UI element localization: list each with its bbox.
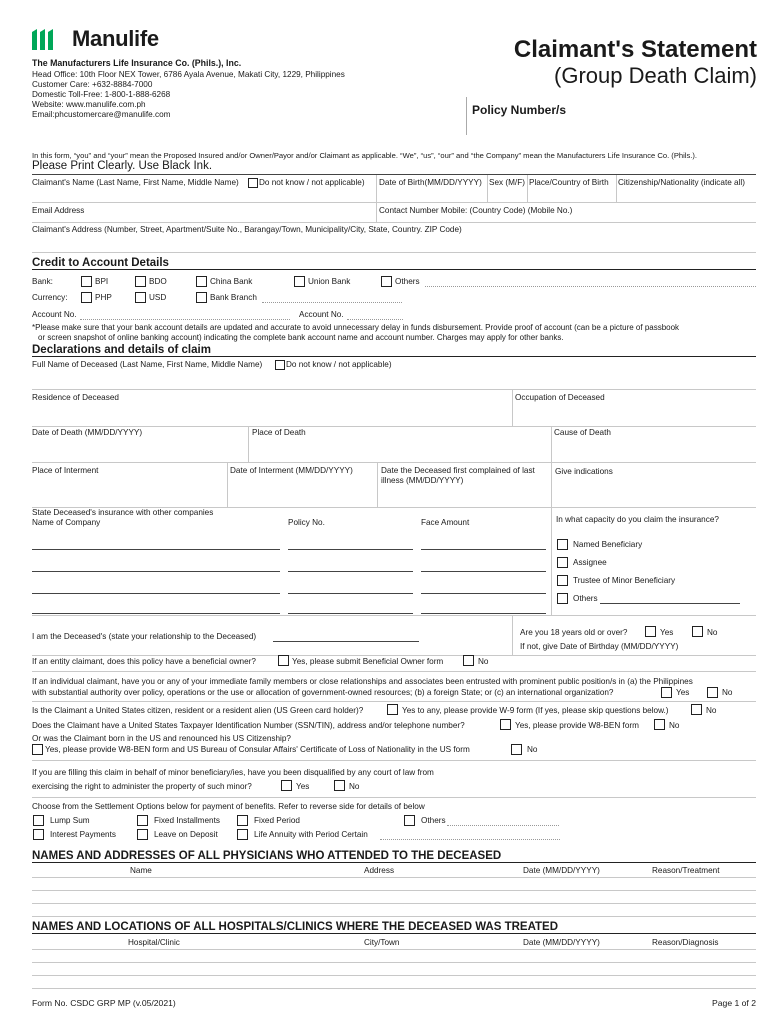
entity-yes-checkbox[interactable] [278, 655, 289, 666]
bank-others-checkbox[interactable] [381, 276, 392, 287]
hospitals-heading: NAMES AND LOCATIONS OF ALL HOSPITALS/CLINICS WHERE THE DECEASED WAS TREATED [32, 921, 756, 934]
occupation-label: Occupation of Deceased [515, 393, 605, 402]
named-beneficiary-label: Named Beneficiary [573, 540, 643, 549]
relationship-label: I am the Deceased's (state your relationship to the Deceased) [32, 632, 257, 641]
currency-usd-label: USD [149, 293, 167, 302]
leave-on-deposit-label: Leave on Deposit [154, 830, 218, 839]
form-subtitle: (Group Death Claim) [554, 63, 757, 88]
us-citizen-yes-checkbox[interactable] [387, 704, 398, 715]
us-citizen-no-label: No [706, 706, 717, 715]
place-of-birth-label: Place/Country of Birth [529, 178, 609, 187]
bank-chinabank-label: China Bank [210, 277, 253, 286]
physicians-col-date: Date (MM/DD/YYYY) [523, 866, 600, 875]
interest-payments-checkbox[interactable] [33, 829, 44, 840]
settlement-prompt: Choose from the Settlement Options below for payment of benefits. Refer to reverse side for details of below [32, 802, 425, 811]
bank-chinabank-checkbox[interactable] [196, 276, 207, 287]
policy-number-input[interactable] [578, 100, 756, 130]
deceased-dont-know-checkbox[interactable] [275, 360, 285, 370]
age-no-label: No [707, 628, 718, 637]
hospitals-col-city: City/Town [364, 938, 400, 947]
age-yes-label: Yes [660, 628, 674, 637]
manulife-logo-icon [32, 28, 56, 50]
hospitals-col-reason: Reason/Diagnosis [652, 938, 719, 947]
bank-bpi-checkbox[interactable] [81, 276, 92, 287]
bank-unionbank-checkbox[interactable] [294, 276, 305, 287]
settlement-others-checkbox[interactable] [404, 815, 415, 826]
bank-bdo-checkbox[interactable] [135, 276, 146, 287]
entity-yes-label: Yes, please submit Beneficial Owner form [292, 657, 444, 666]
page-number: Page 1 of 2 [712, 998, 756, 1008]
lump-sum-checkbox[interactable] [33, 815, 44, 826]
claimant-dont-know-label: Do not know / not applicable) [259, 178, 365, 187]
pep-question-1: If an individual claimant, have you or any of your immediate family members or close relationships and associates been entrusted with prominent public position/s in (a) the Philippines [32, 677, 693, 686]
fixed-period-checkbox[interactable] [237, 815, 248, 826]
entity-no-label: No [478, 657, 489, 666]
age-question: Are you 18 years old or over? [520, 628, 628, 637]
leave-on-deposit-checkbox[interactable] [137, 829, 148, 840]
capacity-question: In what capacity do you claim the insurance? [556, 515, 719, 524]
first-complained-label-1: Date the Deceased first complained of last [381, 466, 535, 475]
place-of-interment-label: Place of Interment [32, 466, 99, 475]
bank-branch-label: Bank Branch [210, 293, 257, 302]
claimant-dont-know-checkbox[interactable] [248, 178, 258, 188]
email-address-label: Email Address [32, 206, 85, 215]
fixed-installments-label: Fixed Installments [154, 816, 220, 825]
fixed-installments-checkbox[interactable] [137, 815, 148, 826]
contact-number-label: Contact Number Mobile: (Country Code) (Mobile No.) [379, 206, 573, 215]
capacity-others-label: Others [573, 594, 598, 603]
us-born-yes-checkbox[interactable] [32, 744, 43, 755]
lump-sum-label: Lump Sum [50, 816, 90, 825]
us-tin-no-label: No [669, 721, 680, 730]
face-amount-label: Face Amount [421, 518, 470, 527]
claimant-name-label: Claimant's Name (Last Name, First Name, Middle Name) [32, 178, 239, 187]
physicians-col-name: Name [130, 866, 152, 875]
bank-others-label: Others [395, 277, 420, 286]
other-insurance-label: State Deceased's insurance with other companies [32, 508, 214, 517]
age-no-checkbox[interactable] [692, 626, 703, 637]
policy-number-label: Policy Number/s [472, 103, 567, 117]
head-office: Head Office: 10th Floor NEX Tower, 6786 Ayala Avenue, Makati City, 1229, Philippines [32, 70, 345, 79]
us-citizen-question: Is the Claimant a United States citizen, resident or a resident alien (US Green card holder)? [32, 706, 364, 715]
capacity-others-checkbox[interactable] [557, 593, 568, 604]
email: Email:phcustomercare@manulife.com [32, 110, 171, 119]
date-of-interment-label: Date of Interment (MM/DD/YYYY) [230, 466, 353, 475]
residence-label: Residence of Deceased [32, 393, 119, 402]
sex-label: Sex (M/F) [489, 178, 525, 187]
trustee-label: Trustee of Minor Beneficiary [573, 576, 676, 585]
company-name: The Manufacturers Life Insurance Co. (Phils.), Inc. [32, 58, 242, 68]
form-number: Form No. CSDC GRP MP (v.05/2021) [32, 998, 176, 1008]
us-born-no-checkbox[interactable] [511, 744, 522, 755]
brand-name: Manulife [72, 26, 159, 51]
declarations-heading: Declarations and details of claim [32, 344, 756, 357]
us-tin-yes-label: Yes, please provide W8-BEN form [515, 721, 639, 730]
us-born-no-label: No [527, 745, 538, 754]
us-born-question: Or was the Claimant born in the US and renounced his US Citizenship? [32, 734, 291, 743]
us-tin-question: Does the Claimant have a United States Taxpayer Identification Number (SSN/TIN), address and/or telephone number? [32, 721, 465, 730]
first-complained-label-2: illness (MM/DD/YYYY) [381, 476, 464, 485]
life-annuity-checkbox[interactable] [237, 829, 248, 840]
currency-label: Currency: [32, 293, 68, 302]
credit-heading: Credit to Account Details [32, 257, 756, 270]
name-of-company-label: Name of Company [32, 518, 101, 527]
give-indications-label: Give indications [555, 467, 613, 476]
account-no-label-2: Account No. [299, 310, 344, 319]
fixed-period-label: Fixed Period [254, 816, 300, 825]
website: Website: www.manulife.com.ph [32, 100, 146, 109]
us-citizen-yes-label: Yes to any, please provide W-9 form (If yes, please skip questions below.) [402, 706, 669, 715]
minor-no-checkbox[interactable] [334, 780, 345, 791]
interest-payments-label: Interest Payments [50, 830, 116, 839]
deceased-name-label: Full Name of Deceased (Last Name, First Name, Middle Name) [32, 360, 263, 369]
named-beneficiary-checkbox[interactable] [557, 539, 568, 550]
place-of-death-label: Place of Death [252, 428, 306, 437]
bank-bpi-label: BPI [95, 277, 109, 286]
bank-bdo-label: BDO [149, 277, 167, 286]
minor-question-1: If you are filling this claim in behalf of minor beneficiary/ies, have you been disqualified by any court of law from [32, 768, 434, 777]
physicians-heading: NAMES AND ADDRESSES OF ALL PHYSICIANS WHO ATTENDED TO THE DECEASED [32, 850, 756, 863]
minor-yes-label: Yes [296, 782, 310, 791]
pep-no-checkbox[interactable] [707, 687, 718, 698]
us-citizen-no-checkbox[interactable] [691, 704, 702, 715]
citizenship-label: Citizenship/Nationality (indicate all) [618, 178, 745, 187]
birthday-prompt: If not, give Date of Birthday (MM/DD/YYYY) [520, 642, 679, 651]
us-born-yes-label: Yes, please provide W8-BEN form and US Bureau of Consular Affairs' Certificate of Loss of Nationality in the US form [45, 745, 470, 754]
dob-label: Date of Birth(MM/DD/YYYY) [379, 178, 482, 187]
us-tin-yes-checkbox[interactable] [500, 719, 511, 730]
hospitals-col-hospital: Hospital/Clinic [128, 938, 180, 947]
currency-php-label: PHP [95, 293, 112, 302]
minor-no-label: No [349, 782, 360, 791]
policy-no-label: Policy No. [288, 518, 325, 527]
currency-usd-checkbox[interactable] [135, 292, 146, 303]
cause-of-death-label: Cause of Death [554, 428, 611, 437]
bank-unionbank-label: Union Bank [308, 277, 351, 286]
assignee-label: Assignee [573, 558, 607, 567]
us-tin-no-checkbox[interactable] [654, 719, 665, 730]
claimant-address-label: Claimant's Address (Number, Street, Apartment/Suite No., Barangay/Town, Municipality/City, State, Country. ZIP Code) [32, 225, 462, 234]
definition-text: In this form, “you” and “your” mean the Proposed Insured and/or Owner/Payor and/or Claimant as applicable. “We”, “us”, “our” and “the Company” mean the Manufacturers Life Insurance Co. (Phils.). [32, 151, 698, 160]
hospitals-col-date: Date (MM/DD/YYYY) [523, 938, 600, 947]
physicians-col-reason: Reason/Treatment [652, 866, 720, 875]
age-yes-checkbox[interactable] [645, 626, 656, 637]
pep-yes-label: Yes [676, 688, 690, 697]
account-note-1: *Please make sure that your bank account details are updated and accurate to avoid unnecessary delay in funds disbursement. Provide proof of account (can be a picture of passbook [32, 323, 680, 332]
currency-php-checkbox[interactable] [81, 292, 92, 303]
minor-yes-checkbox[interactable] [281, 780, 292, 791]
pep-no-label: No [722, 688, 733, 697]
physicians-col-address: Address [364, 866, 395, 875]
bank-branch-checkbox[interactable] [196, 292, 207, 303]
customer-care: Customer Care: +632-8884-7000 [32, 80, 153, 89]
print-clearly: Please Print Clearly. Use Black Ink. [32, 160, 213, 172]
pep-yes-checkbox[interactable] [661, 687, 672, 698]
entity-no-checkbox[interactable] [463, 655, 474, 666]
life-annuity-label: Life Annuity with Period Certain [254, 830, 368, 839]
account-note-2: or screen snapshot of online banking account) indicating the complete bank account name and account number. Charges may apply for other banks. [38, 333, 564, 342]
toll-free: Domestic Toll-Free: 1-800-1-888-6268 [32, 90, 171, 99]
pep-question-2: with substantial authority over policy, operations or the use or allocation of government-owned resources; (b) a foreign State; or (c) an international organization? [32, 688, 614, 697]
bank-label: Bank: [32, 277, 53, 286]
date-of-death-label: Date of Death (MM/DD/YYYY) [32, 428, 143, 437]
trustee-checkbox[interactable] [557, 575, 568, 586]
settlement-others-label: Others [421, 816, 446, 825]
account-no-label-1: Account No. [32, 310, 77, 319]
form-title: Claimant's Statement [513, 36, 757, 63]
deceased-dont-know-label: Do not know / not applicable) [286, 360, 392, 369]
assignee-checkbox[interactable] [557, 557, 568, 568]
minor-question-2: exercising the right to administer the property of such minor? [32, 782, 252, 791]
entity-question: If an entity claimant, does this policy have a beneficial owner? [32, 657, 256, 666]
